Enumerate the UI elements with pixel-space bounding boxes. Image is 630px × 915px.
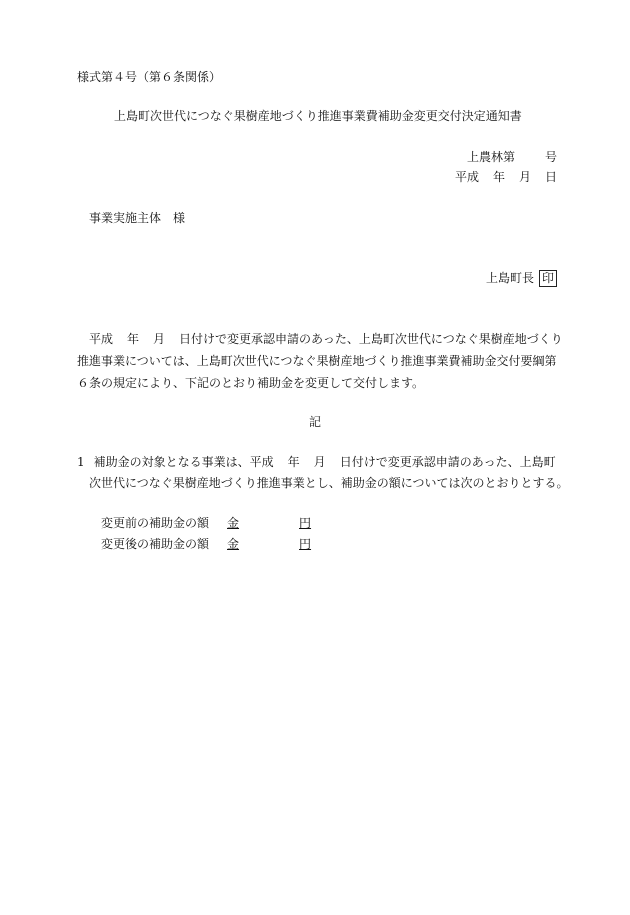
ki-heading: 記 xyxy=(309,415,322,429)
amount-after-unit: 円 xyxy=(299,537,312,551)
item-1-number: 1 xyxy=(77,455,85,469)
item-1-year: 年 xyxy=(287,455,300,469)
item-1-month: 月 xyxy=(313,455,326,469)
amount-before-field xyxy=(227,516,311,530)
body-month: 月 xyxy=(153,332,166,346)
body-year: 年 xyxy=(127,332,140,346)
body-line-2: 推進事業については、上島町次世代につなぐ果樹産地づくり推進事業費補助金交付要綱第 xyxy=(77,354,557,368)
amount-before xyxy=(101,516,311,530)
amount-before-prefix: 金 xyxy=(227,516,240,530)
amount-after-prefix: 金 xyxy=(227,537,240,551)
addressee: 事業実施主体 様 xyxy=(89,211,186,225)
amount-before-label: 変更前の補助金の額 xyxy=(101,516,210,530)
body-line-1 xyxy=(89,332,563,346)
document-number xyxy=(467,150,557,164)
issue-date xyxy=(455,170,557,184)
date-year: 年 xyxy=(492,170,505,184)
doc-number-prefix: 上農林第 xyxy=(466,150,515,164)
item-1-line-2: 次世代につなぐ果樹産地づくり推進事業とし、補助金の額については次のとおりとする。 xyxy=(89,476,569,490)
amount-after-label: 変更後の補助金の額 xyxy=(101,537,210,551)
body-line-3: ６条の規定により、下記のとおり補助金を変更して交付します。 xyxy=(77,376,425,390)
date-month: 月 xyxy=(518,170,531,184)
item-1-text-a: 補助金の対象となる事業は、平成 xyxy=(93,455,274,469)
item-1-line-1 xyxy=(77,455,556,469)
date-era: 平成 xyxy=(454,170,479,184)
form-number: 様式第４号（第６条関係） xyxy=(77,70,222,84)
item-1-text-b: 日付けで変更承認申請のあった、上島町 xyxy=(339,455,556,469)
amount-after-field xyxy=(227,537,311,551)
sender-title: 上島町長 xyxy=(485,271,534,285)
seal-stamp: 印 xyxy=(539,270,557,287)
amount-before-unit: 円 xyxy=(299,516,312,530)
doc-number-suffix: 号 xyxy=(544,150,557,164)
body-era: 平成 xyxy=(89,332,114,346)
sender xyxy=(486,270,557,287)
body-line-1-rest: 日付けで変更承認申請のあった、上島町次世代につなぐ果樹産地づくり xyxy=(179,332,563,346)
date-day: 日 xyxy=(544,170,557,184)
document-title: 上島町次世代につなぐ果樹産地づくり推進事業費補助金変更交付決定通知書 xyxy=(114,109,522,123)
amount-after xyxy=(101,537,311,551)
